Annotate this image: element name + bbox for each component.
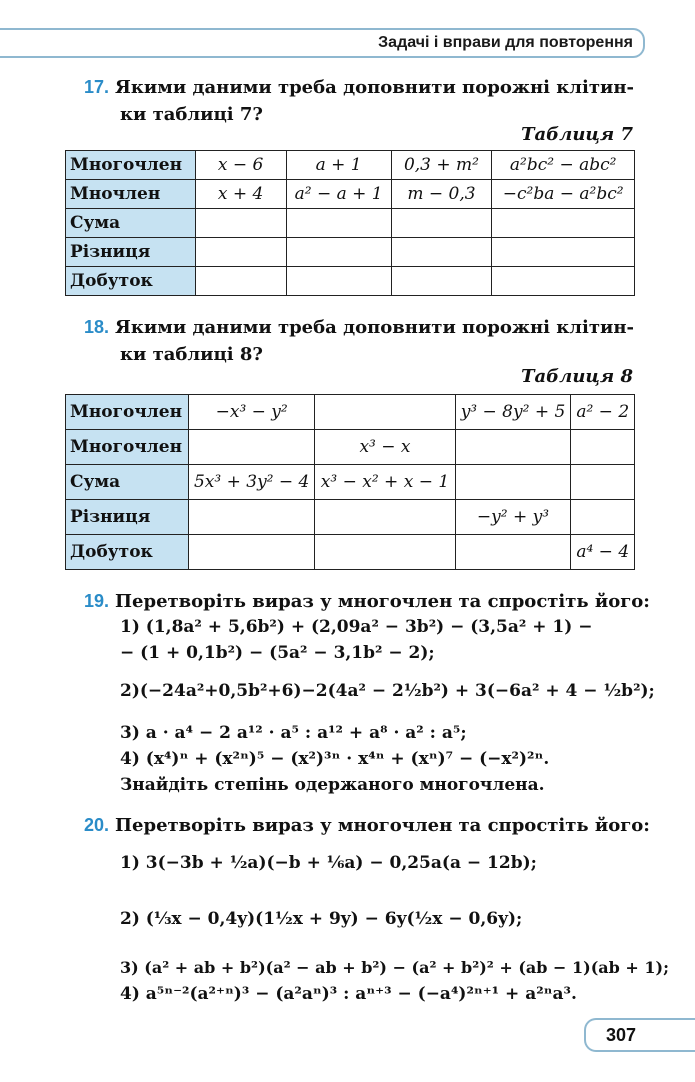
table-row	[66, 180, 635, 209]
table-cell: x³ − x	[315, 430, 455, 465]
expr-20-3: 3) (a² + ab + b²)(a² − ab + b²) − (a² + b²)² + (ab − 1)(ab + 1);	[120, 958, 670, 977]
page-number: 307	[606, 1025, 637, 1045]
table-cell: a²bc² − abc²	[492, 151, 635, 180]
table-cell	[188, 430, 315, 465]
expr-19-4: 4) (x⁴)ⁿ + (x²ⁿ)⁵ − (x²)³ⁿ · x⁴ⁿ + (xⁿ)⁷ − (−x²)²ⁿ.	[120, 749, 550, 769]
table-7-caption: Таблиця 7	[521, 124, 633, 145]
table-cell	[492, 267, 635, 296]
table-row	[66, 267, 635, 296]
problem-text: Перетворіть вираз у многочлен та спростіть його:	[115, 591, 650, 612]
problem-number: 17.	[84, 77, 110, 97]
table-cell	[571, 430, 635, 465]
expr-19-1: 1) (1,8a² + 5,6b²) + (2,09a² − 3b²) − (3,5a² + 1) −	[120, 617, 593, 637]
table-cell: y³ − 8y² + 5	[455, 395, 571, 430]
problem-19	[84, 588, 650, 615]
table-cell	[195, 238, 286, 267]
table-cell	[195, 267, 286, 296]
problem-text: Якими даними треба доповнити порожні клітин-	[115, 77, 634, 98]
problem-18	[84, 314, 634, 368]
table-cell	[195, 209, 286, 238]
table-cell	[286, 238, 391, 267]
table-7	[65, 150, 635, 296]
row-header: Сума	[66, 465, 189, 500]
row-header: Многочлен	[66, 430, 189, 465]
table-cell	[391, 209, 492, 238]
expr-19-3: 3) a · a⁴ − 2 a¹² · a⁵ : a¹² + a⁸ · a² : a⁵;	[120, 723, 467, 743]
row-header: Многочлен	[66, 395, 189, 430]
table-cell	[391, 238, 492, 267]
row-header: Добуток	[66, 535, 189, 570]
table-cell	[391, 267, 492, 296]
table-row	[66, 500, 635, 535]
expr-20-4: 4) a⁵ⁿ⁻²(a²⁺ⁿ)³ − (a²aⁿ)³ : aⁿ⁺³ − (−a⁴)²ⁿ⁺¹ + a²ⁿa³.	[120, 984, 577, 1004]
table-cell	[286, 267, 391, 296]
table-cell	[455, 430, 571, 465]
table-cell: x + 4	[195, 180, 286, 209]
row-header: Різниця	[66, 500, 189, 535]
problem-20	[84, 812, 650, 839]
row-header: Мночлен	[66, 180, 196, 209]
table-cell	[571, 500, 635, 535]
problem-text-cont: ки таблиці 7?	[120, 104, 263, 125]
table-cell	[315, 500, 455, 535]
table-row	[66, 465, 635, 500]
table-row	[66, 238, 635, 267]
table-row	[66, 209, 635, 238]
problem-number: 20.	[84, 815, 110, 835]
problem-number: 19.	[84, 591, 110, 611]
expr-20-1: 1) 3(−3b + ½a)(−b + ⅙a) − 0,25a(a − 12b);	[120, 853, 537, 873]
table-cell: a + 1	[286, 151, 391, 180]
problem-text: Якими даними треба доповнити порожні клітин-	[115, 317, 634, 338]
table-cell	[286, 209, 391, 238]
table-row	[66, 395, 635, 430]
table-cell: x − 6	[195, 151, 286, 180]
table-cell	[315, 535, 455, 570]
row-header: Добуток	[66, 267, 196, 296]
page-number-tab	[584, 1018, 695, 1052]
table-cell: m − 0,3	[391, 180, 492, 209]
expr-19-1b: − (1 + 0,1b²) − (5a² − 3,1b² − 2);	[120, 643, 435, 663]
table-cell: −y² + y³	[455, 500, 571, 535]
table-cell	[492, 238, 635, 267]
row-header: Сума	[66, 209, 196, 238]
section-header	[0, 28, 645, 58]
row-header: Многочлен	[66, 151, 196, 180]
table-row	[66, 535, 635, 570]
table-cell	[188, 535, 315, 570]
table-cell: a² − 2	[571, 395, 635, 430]
table-cell: x³ − x² + x − 1	[315, 465, 455, 500]
table-cell: a² − a + 1	[286, 180, 391, 209]
problem-17	[84, 74, 634, 128]
expr-20-2: 2) (⅓x − 0,4y)(1½x + 9y) − 6y(½x − 0,6y);	[120, 909, 523, 929]
expr-19-2: 2)(−24a²+0,5b²+6)−2(4a² − 2½b²) + 3(−6a² + 4 − ½b²);	[120, 681, 655, 701]
table-cell: −c²ba − a²bc²	[492, 180, 635, 209]
table-cell: −x³ − y²	[188, 395, 315, 430]
row-header: Різниця	[66, 238, 196, 267]
table-cell	[492, 209, 635, 238]
problem-number: 18.	[84, 317, 110, 337]
table-row	[66, 430, 635, 465]
table-8-caption: Таблиця 8	[521, 366, 633, 387]
problem-text: Перетворіть вираз у многочлен та спростіть його:	[115, 815, 650, 836]
table-cell	[188, 500, 315, 535]
table-cell	[571, 465, 635, 500]
expr-19-outro: Знайдіть степінь одержаного многочлена.	[120, 775, 545, 795]
problem-text-cont: ки таблиці 8?	[120, 344, 263, 365]
table-row	[66, 151, 635, 180]
table-cell	[455, 535, 571, 570]
table-cell	[315, 395, 455, 430]
table-cell: 5x³ + 3y² − 4	[188, 465, 315, 500]
section-title: Задачі і вправи для повторення	[378, 34, 633, 51]
table-cell	[455, 465, 571, 500]
table-cell: a⁴ − 4	[571, 535, 635, 570]
table-8	[65, 394, 635, 570]
table-cell: 0,3 + m²	[391, 151, 492, 180]
